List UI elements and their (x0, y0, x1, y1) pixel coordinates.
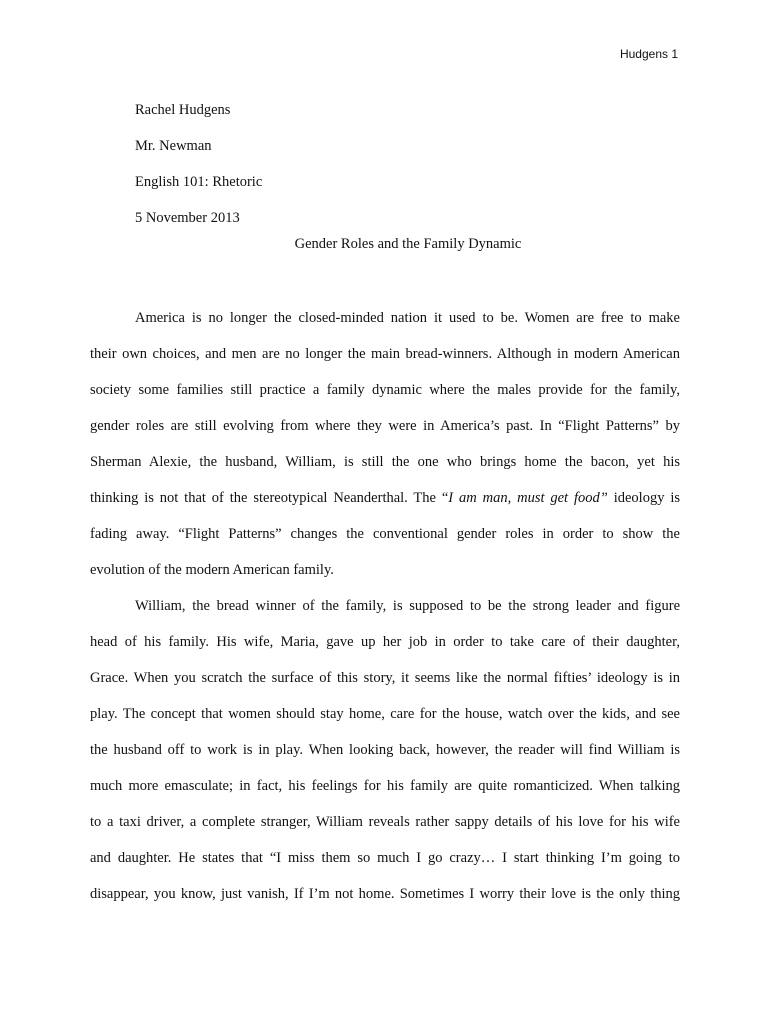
essay-title: Gender Roles and the Family Dynamic (294, 236, 522, 252)
running-header: Hudgens 1 (619, 47, 678, 61)
body-line (90, 480, 680, 516)
body-line: disappear, you know, just vanish, If I’m not home. Sometimes I worry their love is the only thing (90, 886, 680, 902)
course-name: English 101: Rhetoric (135, 174, 263, 190)
body-text-segment: ideology is (607, 490, 680, 506)
body-line: play. The concept that women should stay home, care for the house, watch over the kids, and see (90, 706, 680, 722)
instructor-name: Mr. Newman (135, 138, 212, 154)
body-line: and daughter. He states that “I miss them so much I go crazy… I start thinking I’m going to (90, 850, 680, 866)
body-text-segment: thinking is not that of the stereotypical Neanderthal. The “ (90, 490, 449, 506)
body-line: the husband off to work is in play. When looking back, however, the reader will find William is (90, 742, 680, 758)
body-line: gender roles are still evolving from where they were in America’s past. In “Flight Patterns” by (90, 418, 680, 434)
body-line: head of his family. His wife, Maria, gave up her job in order to take care of their daughter, (90, 634, 680, 650)
author-name: Rachel Hudgens (135, 102, 231, 118)
body-line: to a taxi driver, a complete stranger, William reveals rather sappy details of his love for his wife (90, 814, 680, 830)
body-line: society some families still practice a family dynamic where the males provide for the family, (90, 382, 680, 398)
body-line: much more emasculate; in fact, his feelings for his family are quite romanticized. When talking (90, 778, 680, 794)
body-line: William, the bread winner of the family, is supposed to be the strong leader and figure (135, 598, 680, 614)
body-line: Grace. When you scratch the surface of this story, it seems like the normal fifties’ ideology is in (90, 670, 680, 686)
essay-body (90, 300, 680, 912)
body-line: America is no longer the closed-minded nation it used to be. Women are free to make (135, 310, 680, 326)
italic-quote: I am man, must get food” (448, 490, 608, 506)
mla-heading (135, 92, 262, 236)
date: 5 November 2013 (135, 210, 240, 226)
body-line: their own choices, and men are no longer the main bread-winners. Although in modern American (90, 346, 680, 362)
body-line: Sherman Alexie, the husband, William, is still the one who brings home the bacon, yet his (90, 454, 680, 470)
body-line: evolution of the modern American family. (90, 562, 334, 578)
body-line: fading away. “Flight Patterns” changes the conventional gender roles in order to show the (90, 526, 680, 542)
